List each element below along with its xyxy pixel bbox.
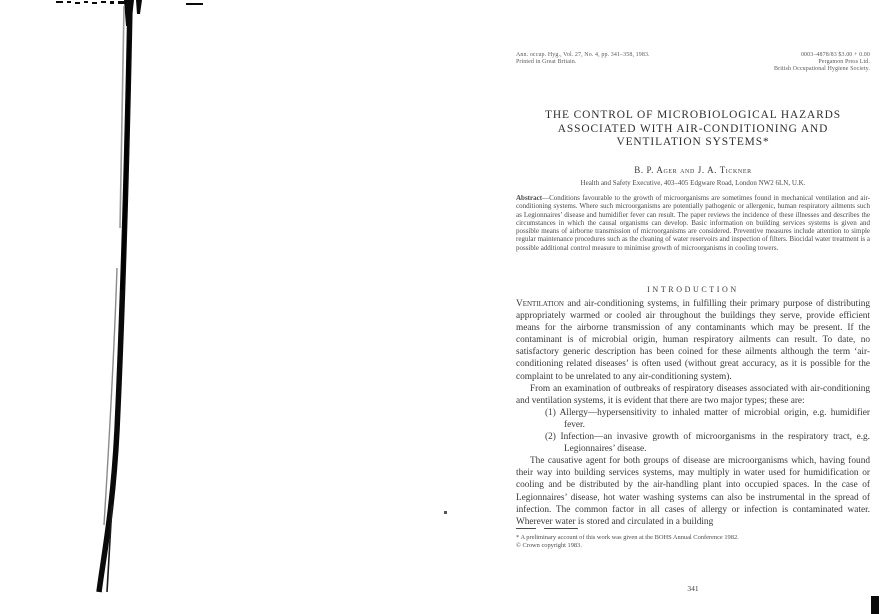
abstract-label: Abstract: [516, 194, 543, 202]
numbered-list-item-2: (2) Infection—an invasive growth of microorganisms in the respiratory tract, e.g. Legionnaires’ disease.: [545, 432, 870, 455]
footnote-conference: * A preliminary account of this work was given at the BOHS Annual Conference 1982.: [516, 534, 739, 541]
journal-citation-line1: Ann. occup. Hyg., Vol. 27, No. 4, pp. 341–358, 1983.: [516, 52, 650, 58]
journal-citation: [516, 52, 650, 73]
top-edge-dashes: [56, 1, 203, 5]
author-affiliation: Health and Safety Executive, 403–405 Edgware Road, London NW2 6LN, U.K.: [580, 179, 806, 187]
society-line: British Occupational Hygiene Society.: [774, 66, 870, 72]
body-paragraph-2: From an examination of outbreaks of respiratory diseases associated with air-conditioning and ventilation systems, it is evident that there are two major types; these are:: [516, 383, 870, 406]
abstract-block: [516, 194, 870, 252]
paragraph1-text: and air-conditioning systems, in fulfilling their primary purpose of distributing appropriately warmed or cooled air throughout the buildings they serve, provide efficient means for the airborne transmission of any contaminants which may be present. If the contaminant is of microbial origin, human respiratory ailments can result. To date, no satisfactory generic description has been coined for these ailments although the term ‘air-conditioning related diseases’ is often used (without great accuracy, as it is possible for the complaint to be unrelated to any air-conditioning system).: [516, 299, 870, 382]
article-title: [516, 109, 870, 150]
journal-masthead: [516, 52, 870, 73]
footnote-copyright: © Crown copyright 1983.: [516, 542, 582, 550]
corner-mark: [871, 596, 879, 614]
spine-shadow-line: [99, 4, 130, 592]
author-byline: B. P. Ager and J. A. Tickner: [634, 165, 752, 175]
publisher-info: [774, 52, 870, 73]
footnote-divider: [516, 528, 870, 530]
footnote-block: [516, 528, 870, 550]
body-paragraph-3: The causative agent for both groups of disease are microorganisms which, having found their way into building services systems, may multiply in water used for humidification or cooling and be distributed by the air-handling plant into occupied spaces. In the case of Legionnaires’ disease, hot water washing systems can also be instrumental in the spread of infection. The common factor in all cases of allergy or infection is contaminated water. Wherever water is stored and circulated in a building: [516, 456, 870, 527]
page-number: 341: [687, 584, 699, 593]
article-title-line3: VENTILATION SYSTEMS*: [616, 136, 770, 149]
body-paragraph-1: [516, 298, 870, 383]
paper-page: [516, 52, 870, 612]
section-heading-introduction: INTRODUCTION: [647, 285, 739, 294]
article-title-line2: ASSOCIATED WITH AIR-CONDITIONING AND: [557, 122, 829, 135]
issn-price-line: 0003–4878/83 $3.00 + 0.00: [800, 52, 870, 58]
article-title-line1: THE CONTROL OF MICROBIOLOGICAL HAZARDS: [545, 109, 841, 121]
publisher-line: Pergamon Press Ltd.: [818, 59, 870, 65]
paragraph1-lead-word: Ventilation: [516, 299, 564, 309]
numbered-list-item-1: (1) Allergy—hypersensitivity to inhaled matter of microbial origin, e.g. humidifier fever.: [545, 407, 870, 430]
spine-top-blob: [124, 0, 142, 26]
article-body: [516, 298, 870, 528]
journal-citation-line2: Printed in Great Britain.: [516, 59, 577, 65]
abstract-text: —Conditions favourable to the growth of microorganisms are sometimes found in mechanical ventilation and air-conditioning systems. Where such microorganisms are potentially pathogenic or allergenic, human respiratory ailments such as Legionnaires’ disease and humidifier fever can result. The paper reviews the incidence of these illnesses and describes the circumstances in which the causal organisms can develop. Basic information on building services systems is given and possible means of airborne transmission of microorganisms are considered. Preventive measures include attention to simple regular maintenance procedures such as the cleaning of water reservoirs and inspection of filters. Biocidal water treatment is a possible additional control measure to minimise growth of microorganisms in cooling towers.: [516, 194, 870, 252]
ink-speck: [444, 511, 447, 514]
